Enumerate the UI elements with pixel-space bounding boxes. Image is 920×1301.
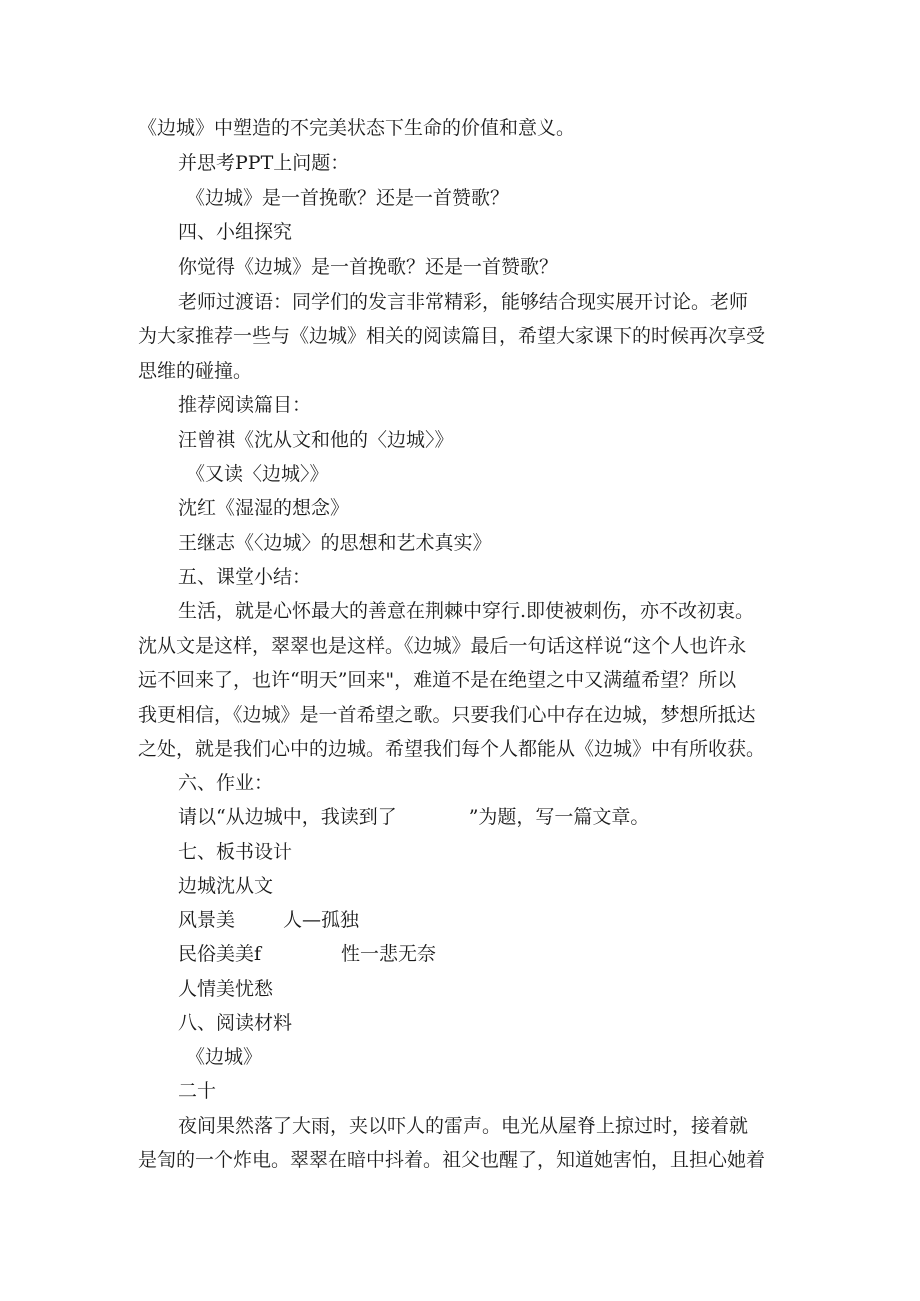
section-heading: 六、作业： bbox=[178, 772, 274, 794]
board-line: 边城沈从文 bbox=[178, 875, 274, 897]
text-line: 之处，就是我们心中的边城。希望我们每个人都能从《边城》中有所收获。 bbox=[138, 738, 766, 760]
chapter-number: 二十 bbox=[178, 1080, 217, 1102]
board-left: 民俗美美f bbox=[178, 943, 262, 965]
text-line: 推荐阅读篇目： bbox=[178, 394, 312, 416]
board-line: 人情美忧愁 bbox=[178, 978, 274, 1000]
assignment-prefix: 请以“从边城中，我读到了 bbox=[178, 806, 397, 828]
reading-item: 王继志《〈边城〉的思想和艺术真实》 bbox=[178, 532, 492, 554]
board-line bbox=[178, 937, 838, 971]
text-line: 是訇的一个炸电。翠翠在暗中抖着。祖父也醒了，知道她害怕，且担心她着 bbox=[138, 1149, 766, 1171]
section-heading: 四、小组探究 bbox=[178, 221, 293, 243]
assignment-suffix: ”为题，写一篇文章。 bbox=[468, 806, 650, 828]
text-line: 为大家推荐一些与《边城》相关的阅读篇目，希望大家课下的时候再次享受 bbox=[138, 325, 766, 347]
section-heading: 七、板书设计 bbox=[178, 841, 293, 863]
assignment-line bbox=[178, 800, 838, 834]
text-line: 《边城》中塑造的不完美状态下生命的价值和意义。 bbox=[138, 117, 576, 139]
text-line: 沈从文是这样，翠翠也是这样。《边城》最后一句话这样说“这个人也许永 bbox=[138, 635, 747, 657]
text-line: 老师过渡语：同学们的发言非常精彩，能够结合现实展开讨论。老师 bbox=[178, 291, 749, 313]
reading-item: 汪曾祺《沈从文和他的〈边城〉》 bbox=[178, 429, 454, 451]
text-line: 我更相信，《边城》是一首希望之歌。只要我们心中存在边城，梦想所抵达 bbox=[138, 704, 756, 726]
board-right: 人—孤独 bbox=[283, 909, 360, 931]
reading-title: 《边城》 bbox=[186, 1046, 263, 1068]
board-line bbox=[178, 903, 838, 937]
text-line: 生活，就是心怀最大的善意在荆棘中穿行.即使被刺伤，亦不改初衷。 bbox=[178, 600, 755, 622]
text-line: 《边城》是一首挽歌？还是一首赞歌？ bbox=[186, 187, 510, 209]
reading-item: 沈红《湿湿的想念》 bbox=[178, 497, 350, 519]
board-left: 风景美 bbox=[178, 909, 236, 931]
board-right: 性一悲无奈 bbox=[341, 943, 437, 965]
section-heading: 五、课堂小结： bbox=[178, 566, 312, 588]
text-line: 远不回来了，也许“明天”回来"，难道不是在绝望之中又满蕴希望？所以 bbox=[138, 669, 737, 691]
text-line: 你觉得《边城》是一首挽歌？还是一首赞歌？ bbox=[178, 256, 559, 278]
text-line: 并思考PPT上问题： bbox=[178, 152, 350, 174]
section-heading: 八、阅读材料 bbox=[178, 1012, 293, 1034]
text-line: 思维的碰撞。 bbox=[138, 360, 253, 382]
text-line: 夜间果然落了大雨，夹以吓人的雷声。电光从屋脊上掠过时，接着就 bbox=[178, 1115, 749, 1137]
reading-item: 《又读〈边城〉》 bbox=[186, 463, 329, 485]
